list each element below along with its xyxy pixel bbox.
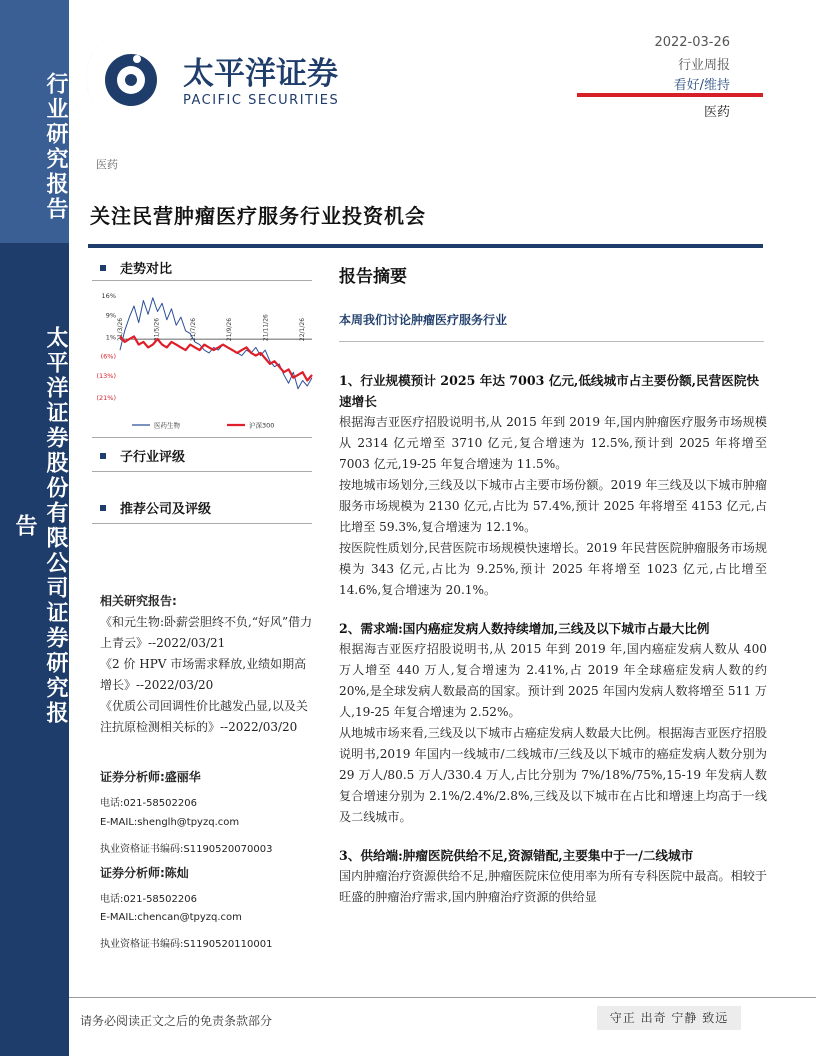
subindustry-divider <box>92 471 312 472</box>
related-reports-heading: 相关研究报告: <box>100 594 177 608</box>
analyst-name: 证券分析师:陈灿 <box>100 866 189 880</box>
sidebar-report-category: 行业研究报告 <box>43 72 68 222</box>
section-paragraph: 按医院性质划分,民营医院市场规模快速增长。2019 年民营医院肿瘤服务市场规模为 343 亿元,占比为 9.25%,预计 2025 年将增至 1023 亿元,占比增至 14.6%,复合增速为 20.1%。 <box>339 541 767 597</box>
section-paragraph: 根据海吉亚医疗招股说明书,从 2015 年到 2019 年,国内肿瘤医疗服务市场规模从 2314 亿元增至 3710 亿元,复合增速为 12.5%,预计到 2025 年将增至 7003 亿元,19-25 年复合增速为 11.5%。 <box>339 415 767 471</box>
report-date: 2022-03-26 <box>654 35 730 50</box>
section-heading: 1、行业规模预计 2025 年达 7003 亿元,低线城市占主要份额,民营医院快速增长 <box>339 373 760 409</box>
y-tick-label: 9% <box>105 311 116 320</box>
section-heading: 3、供给端:肿瘤医院供给不足,资源错配,主要集中于一/二线城市 <box>339 848 694 863</box>
x-tick-label: 22/1/26 <box>299 317 306 342</box>
section-heading: 2、需求端:国内癌症发病人数持续增加,三线及以下城市占最大比例 <box>339 621 710 636</box>
y-tick-label: (21%) <box>96 394 116 402</box>
industry-rating: 看好/维持 <box>673 78 730 93</box>
legend-label: 沪深300 <box>249 421 275 430</box>
companies-divider <box>92 523 312 524</box>
related-report-item[interactable]: 《和元生物:卧薪尝胆终不负,“好风”借力上青云》--2022/03/21 <box>100 615 313 650</box>
x-tick-label: 21/11/26 <box>262 314 270 342</box>
analyst-email[interactable]: E-MAIL:chencan@tpyzq.com <box>100 912 242 923</box>
logo-company-cn: 太平洋证券 <box>183 56 338 92</box>
trend-heading: 走势对比 <box>100 258 172 277</box>
section-paragraph: 国内肿瘤治疗资源供给不足,肿瘤医院床位使用率为所有专科医院中最高。相较于旺盛的肿瘤治疗需求,国内肿瘤治疗资源的供给显 <box>339 869 767 904</box>
header-sector: 医药 <box>703 105 730 120</box>
disclaimer-note: 请务必阅读正文之后的免责条款部分 <box>80 1014 273 1028</box>
summary-subtitle: 本周我们讨论肿瘤医疗服务行业 <box>339 313 508 327</box>
x-tick-label: 21/7/26 <box>189 317 197 342</box>
section-paragraph: 按地城市场划分,三线及以下城市占主要市场份额。2019 年三线及以下城市肿瘤服务市场规模为 2130 亿元,占比为 57.4%,预计 2025 年将增至 4153 亿元,占比增至 59.3%,复合增速为 12.1%。 <box>339 478 767 534</box>
section-paragraph: 从地城市场来看,三线及以下城市占癌症发病人数最大比例。根据海吉亚医疗招股说明书,2019 年国内一线城市/二线城市/三线及以下城市的癌症发病人数分别为 29 万人/80.5 万人/330.4 万人,占比分别为 7%/18%/75%,15-19 年发病人数复合增速分别为 2.1%/2.4%/2.8%,三线及以下城市在占比和增速上均高于一线及二线城市。 <box>339 726 767 824</box>
analyst-phone: 电话:021-58502206 <box>100 894 197 905</box>
bullet-square-icon <box>100 505 106 511</box>
x-tick-label: 21/3/26 <box>117 317 124 342</box>
analyst-license: 执业资格证书编码:S1190520110001 <box>100 939 273 950</box>
analyst-name: 证券分析师:盛丽华 <box>100 770 201 784</box>
summary-title: 报告摘要 <box>339 267 407 287</box>
header-red-bar <box>577 93 763 97</box>
chart-bottom-divider <box>92 437 312 438</box>
footer-divider <box>69 997 816 998</box>
y-tick-label: (13%) <box>96 371 116 380</box>
trend-comparison-chart <box>92 285 317 437</box>
analyst-license: 执业资格证书编码:S1190520070003 <box>100 844 273 855</box>
companies-heading: 推荐公司及评级 <box>100 498 211 517</box>
logo-company-en: PACIFIC SECURITIES <box>183 93 340 108</box>
related-report-item[interactable]: 《2 价 HPV 市场需求释放,业绩如期高增长》--2022/03/20 <box>100 657 307 692</box>
related-reports <box>100 591 315 738</box>
company-motto: 守正 出奇 宁静 致远 <box>597 1006 741 1030</box>
bullet-square-icon <box>100 453 106 459</box>
trend-divider <box>92 280 312 281</box>
x-tick-label: 21/9/26 <box>226 317 234 342</box>
analyst-phone: 电话:021-58502206 <box>100 798 197 809</box>
report-type: 行业周报 <box>677 58 730 73</box>
report-title: 关注民营肿瘤医疗服务行业投资机会 <box>90 204 426 228</box>
report-summary <box>339 262 767 908</box>
sector-label: 医药 <box>96 158 118 171</box>
y-tick-label: 1% <box>105 333 116 342</box>
y-tick-label: (6%) <box>100 352 116 361</box>
sidebar-company-label: 太平洋证券股份有限公司证券研究报告 <box>12 326 68 726</box>
subindustry-heading: 子行业评级 <box>100 446 185 465</box>
legend-label: 医药生物 <box>154 421 180 430</box>
series-line <box>120 298 312 389</box>
pacific-securities-logo <box>85 22 375 134</box>
x-tick-label: 21/5/26 <box>153 317 161 342</box>
y-tick-label: 16% <box>101 292 116 300</box>
analyst-email[interactable]: E-MAIL:shenglh@tpyzq.com <box>100 817 240 828</box>
title-divider <box>88 244 763 248</box>
section-paragraph: 根据海吉亚医疗招股说明书,从 2015 年到 2019 年,国内癌症发病人数从 400 万人增至 440 万人,复合增速为 2.41%,占 2019 年全球癌症发病人数的约 20%,是全球发病人数最高的国家。预计到 2025 年国内发病人数将增至 511 万人,19-25 年复合增速为 2.52%。 <box>339 642 767 719</box>
related-report-item[interactable]: 《优质公司回调性价比越发凸显,以及关注抗原检测相关标的》--2022/03/20 <box>100 699 308 734</box>
summary-divider <box>339 341 764 342</box>
bullet-square-icon <box>100 265 106 271</box>
